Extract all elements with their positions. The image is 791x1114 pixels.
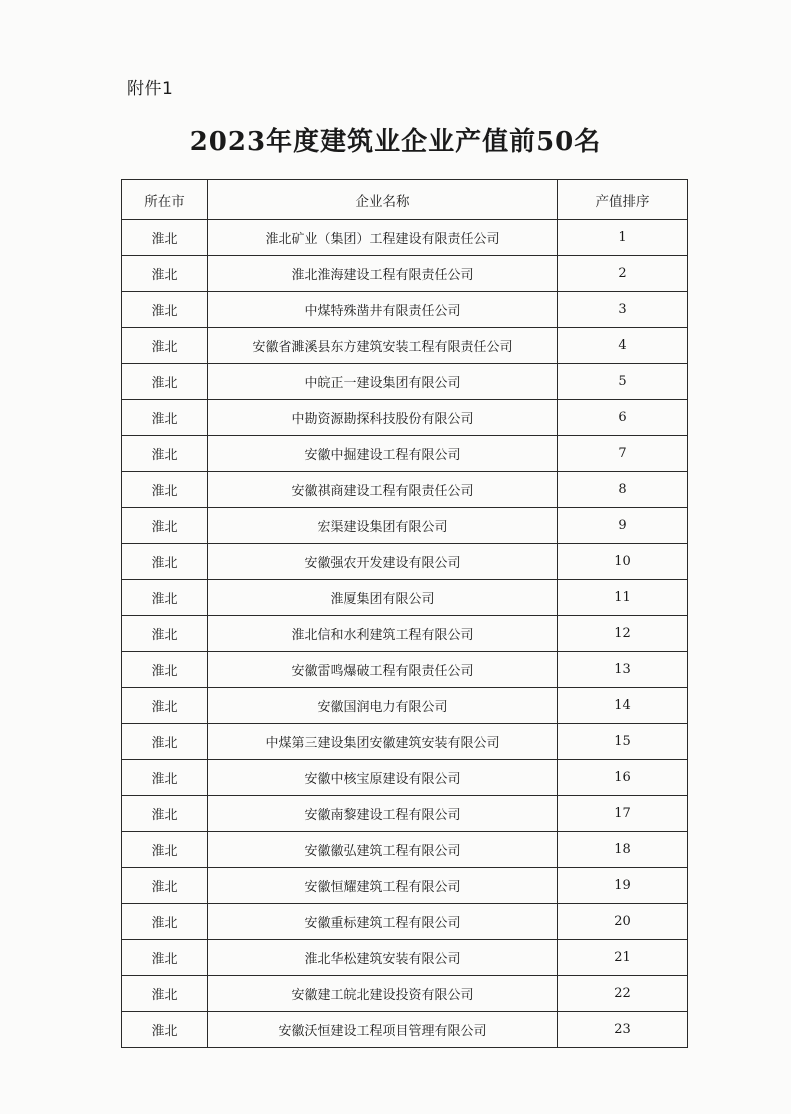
cell-rank: 22 bbox=[558, 976, 688, 1012]
cell-company: 淮北信和水利建筑工程有限公司 bbox=[208, 616, 558, 652]
table-row bbox=[122, 220, 688, 256]
cell-company: 安徽恒耀建筑工程有限公司 bbox=[208, 868, 558, 904]
cell-city: 淮北 bbox=[122, 472, 208, 508]
cell-company: 中煤第三建设集团安徽建筑安装有限公司 bbox=[208, 724, 558, 760]
cell-company: 中皖正一建设集团有限公司 bbox=[208, 364, 558, 400]
cell-rank: 11 bbox=[558, 580, 688, 616]
cell-rank: 10 bbox=[558, 544, 688, 580]
cell-city: 淮北 bbox=[122, 616, 208, 652]
cell-company: 安徽中掘建设工程有限公司 bbox=[208, 436, 558, 472]
table-row bbox=[122, 364, 688, 400]
cell-rank: 5 bbox=[558, 364, 688, 400]
cell-city: 淮北 bbox=[122, 688, 208, 724]
cell-company: 安徽祺商建设工程有限责任公司 bbox=[208, 472, 558, 508]
cell-company: 安徽国润电力有限公司 bbox=[208, 688, 558, 724]
cell-company: 安徽重标建筑工程有限公司 bbox=[208, 904, 558, 940]
cell-company: 淮北矿业（集团）工程建设有限责任公司 bbox=[208, 220, 558, 256]
cell-company: 安徽中核宝原建设有限公司 bbox=[208, 760, 558, 796]
cell-company: 淮北淮海建设工程有限责任公司 bbox=[208, 256, 558, 292]
table-row bbox=[122, 472, 688, 508]
cell-city: 淮北 bbox=[122, 292, 208, 328]
table-row bbox=[122, 760, 688, 796]
table-row bbox=[122, 724, 688, 760]
cell-rank: 21 bbox=[558, 940, 688, 976]
cell-rank: 16 bbox=[558, 760, 688, 796]
cell-company: 安徽徽弘建筑工程有限公司 bbox=[208, 832, 558, 868]
cell-rank: 9 bbox=[558, 508, 688, 544]
cell-rank: 15 bbox=[558, 724, 688, 760]
cell-rank: 17 bbox=[558, 796, 688, 832]
cell-city: 淮北 bbox=[122, 400, 208, 436]
cell-company: 淮厦集团有限公司 bbox=[208, 580, 558, 616]
table-row bbox=[122, 1012, 688, 1048]
table-row bbox=[122, 940, 688, 976]
header-company: 企业名称 bbox=[208, 180, 558, 220]
cell-rank: 19 bbox=[558, 868, 688, 904]
cell-company: 安徽南黎建设工程有限公司 bbox=[208, 796, 558, 832]
cell-city: 淮北 bbox=[122, 328, 208, 364]
cell-rank: 18 bbox=[558, 832, 688, 868]
cell-city: 淮北 bbox=[122, 796, 208, 832]
table-row bbox=[122, 328, 688, 364]
cell-city: 淮北 bbox=[122, 1012, 208, 1048]
table-row bbox=[122, 796, 688, 832]
table-row bbox=[122, 544, 688, 580]
cell-rank: 3 bbox=[558, 292, 688, 328]
cell-company: 淮北华松建筑安装有限公司 bbox=[208, 940, 558, 976]
attachment-label: 附件1 bbox=[127, 79, 174, 99]
cell-city: 淮北 bbox=[122, 220, 208, 256]
cell-rank: 7 bbox=[558, 436, 688, 472]
cell-city: 淮北 bbox=[122, 832, 208, 868]
table-row bbox=[122, 292, 688, 328]
cell-city: 淮北 bbox=[122, 256, 208, 292]
table-row bbox=[122, 652, 688, 688]
table-row bbox=[122, 688, 688, 724]
header-rank: 产值排序 bbox=[558, 180, 688, 220]
ranking-table bbox=[121, 179, 688, 1048]
table-row bbox=[122, 832, 688, 868]
cell-rank: 8 bbox=[558, 472, 688, 508]
cell-city: 淮北 bbox=[122, 868, 208, 904]
cell-company: 安徽沃恒建设工程项目管理有限公司 bbox=[208, 1012, 558, 1048]
table-row bbox=[122, 400, 688, 436]
cell-city: 淮北 bbox=[122, 904, 208, 940]
table-header-row bbox=[122, 180, 688, 220]
cell-rank: 14 bbox=[558, 688, 688, 724]
page-title: 2023年度建筑业企业产值前50名 bbox=[189, 127, 602, 157]
cell-rank: 2 bbox=[558, 256, 688, 292]
cell-rank: 1 bbox=[558, 220, 688, 256]
table-row bbox=[122, 508, 688, 544]
cell-city: 淮北 bbox=[122, 544, 208, 580]
cell-city: 淮北 bbox=[122, 940, 208, 976]
cell-company: 中勘资源勘探科技股份有限公司 bbox=[208, 400, 558, 436]
cell-city: 淮北 bbox=[122, 364, 208, 400]
cell-city: 淮北 bbox=[122, 724, 208, 760]
cell-city: 淮北 bbox=[122, 976, 208, 1012]
header-city: 所在市 bbox=[122, 180, 208, 220]
table-body bbox=[122, 220, 688, 1048]
cell-city: 淮北 bbox=[122, 436, 208, 472]
cell-rank: 13 bbox=[558, 652, 688, 688]
table-row bbox=[122, 976, 688, 1012]
cell-company: 安徽建工皖北建设投资有限公司 bbox=[208, 976, 558, 1012]
cell-rank: 4 bbox=[558, 328, 688, 364]
cell-rank: 23 bbox=[558, 1012, 688, 1048]
cell-rank: 12 bbox=[558, 616, 688, 652]
table-row bbox=[122, 436, 688, 472]
table-row bbox=[122, 616, 688, 652]
cell-rank: 6 bbox=[558, 400, 688, 436]
table-row bbox=[122, 868, 688, 904]
cell-company: 安徽强农开发建设有限公司 bbox=[208, 544, 558, 580]
table-row bbox=[122, 904, 688, 940]
cell-city: 淮北 bbox=[122, 508, 208, 544]
cell-company: 安徽省濉溪县东方建筑安装工程有限责任公司 bbox=[208, 328, 558, 364]
cell-rank: 20 bbox=[558, 904, 688, 940]
cell-company: 中煤特殊凿井有限责任公司 bbox=[208, 292, 558, 328]
cell-city: 淮北 bbox=[122, 652, 208, 688]
cell-city: 淮北 bbox=[122, 580, 208, 616]
cell-company: 宏渠建设集团有限公司 bbox=[208, 508, 558, 544]
cell-city: 淮北 bbox=[122, 760, 208, 796]
table-row bbox=[122, 580, 688, 616]
table-row bbox=[122, 256, 688, 292]
cell-company: 安徽雷鸣爆破工程有限责任公司 bbox=[208, 652, 558, 688]
